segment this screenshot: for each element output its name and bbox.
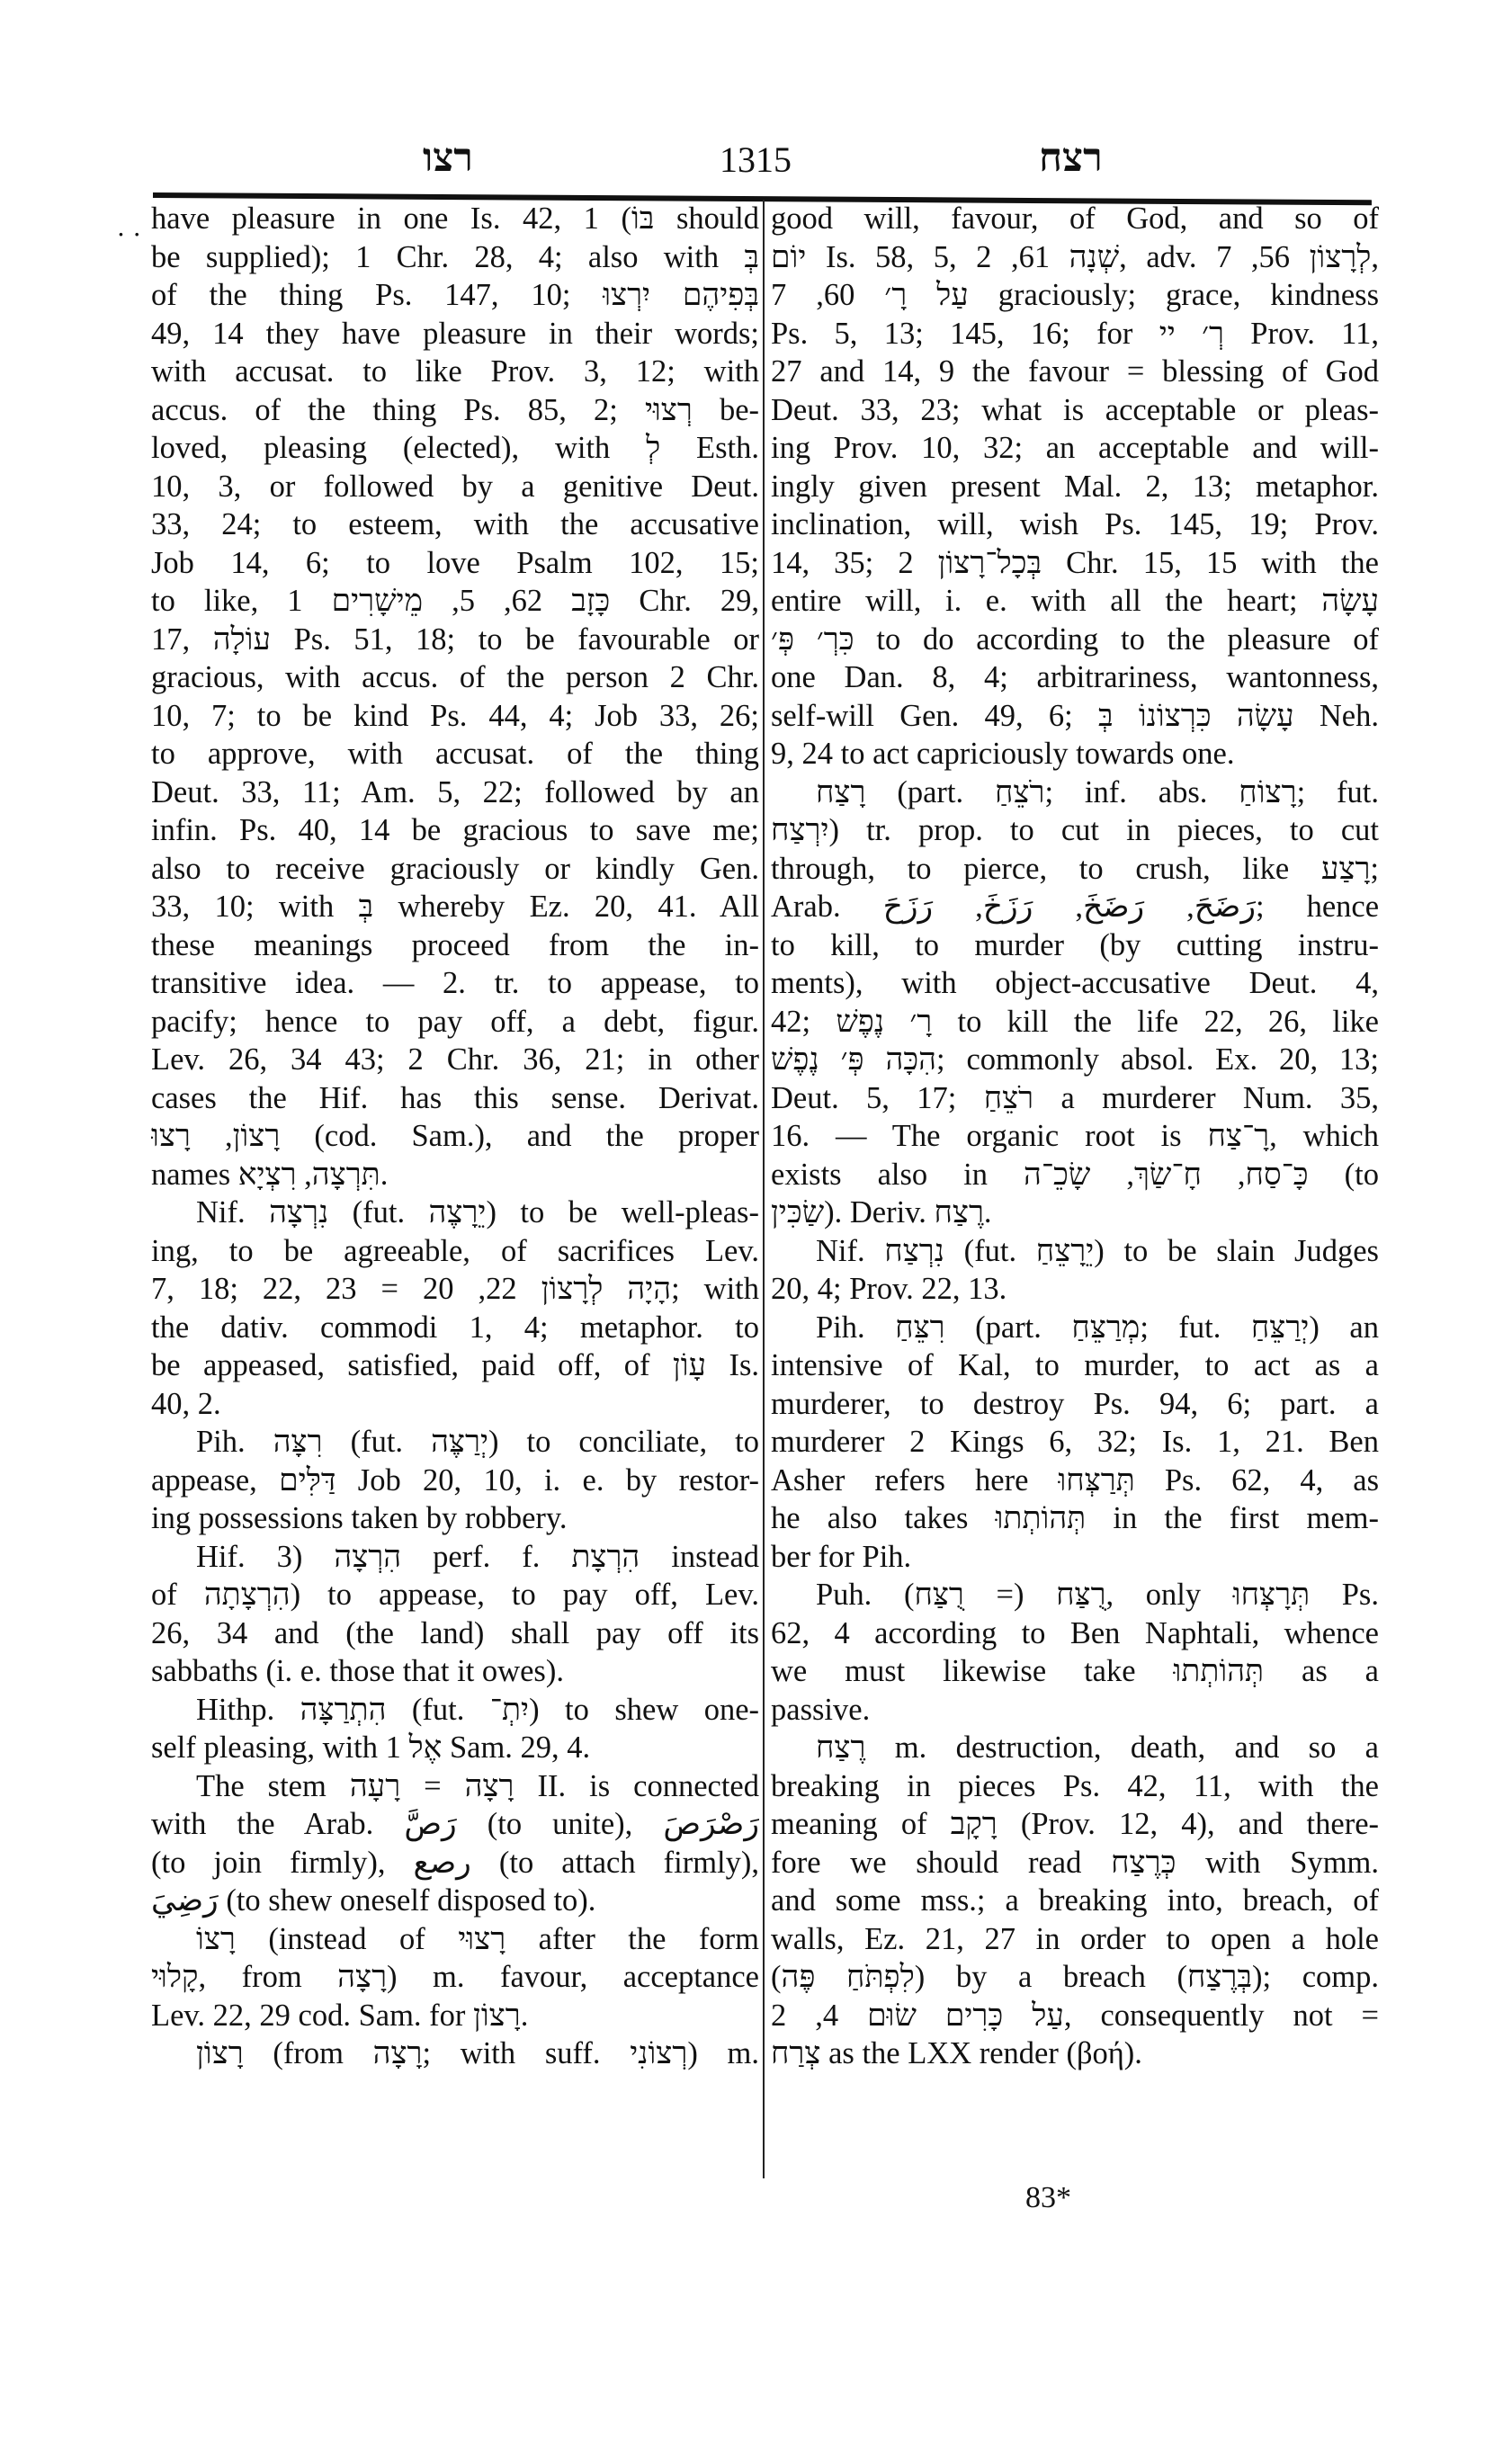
text-line: and some mss.; a breaking into, breach, of: [771, 1883, 1379, 1918]
text-line: transitive idea. — 2. tr. to appease, to: [151, 966, 759, 1000]
text-line: the dativ. commodi 1, 4; metaphor. to: [151, 1310, 759, 1345]
margin-marks: . .: [117, 212, 141, 242]
text-line: 49, 14 they have pleasure in their words;: [151, 316, 759, 351]
text-line: 10, 7; to be kind Ps. 44, 4; Job 33, 26;: [151, 698, 759, 733]
text-line: 42; רָ׳ נֶפֶשׁ to kill the life 22, 26, like: [771, 1004, 1379, 1039]
left-running-headword: רצו: [423, 135, 473, 181]
text-line: Nif. נִרְצַח (fut. יֵרָצֵחַ) to be slain Judges: [816, 1233, 1379, 1268]
text-line: ing Prov. 10, 32; an acceptable and will-: [771, 431, 1379, 465]
text-line: 17, עוֹלָה Ps. 51, 18; to be favourable or: [151, 621, 759, 657]
right-column: [771, 200, 1379, 2073]
text-line: infin. Ps. 40, 14 be gracious to save me;: [151, 813, 759, 847]
text-line: to approve, with accusat. of the thing: [151, 737, 759, 771]
text-line: ing, to be agreeable, of sacrifices Lev.: [151, 1233, 759, 1268]
text-line: Hif. הִרְצָה (3 perf. f. הִרְצָת instead: [196, 1539, 759, 1574]
text-line: have pleasure in one Is. 42, 1 (בּוֹ should: [151, 201, 759, 236]
text-line: עַל רָ׳ 60, 7 graciously; grace, kindness: [771, 278, 1379, 312]
text-line: Puh. רֻצַּח (= רֻצַּח), only תְּרָצְּחוּ Ps.: [816, 1578, 1379, 1612]
text-line: Arab. رَضَحَ, رَضَخَ, رَزَخَ, رَزَحَ; hence: [771, 890, 1379, 924]
text-line: he also takes תְּהוֹתְתוּ in the first mem-: [771, 1501, 1379, 1535]
text-line: with accusat. to like Prov. 3, 12; with: [151, 354, 759, 389]
text-line: 62, 4 according to Ben Naphtali, whence: [771, 1615, 1379, 1650]
left-column: [151, 200, 759, 2073]
text-line: 27 and 14, 9 the favour = blessing of God: [771, 354, 1379, 389]
text-line: רָצוֹן (from רָצָה; with suff. רְצוֹנִי) m.: [196, 2036, 759, 2070]
text-line: Job 14, 6; to love Psalm 102, 15;: [151, 545, 759, 580]
text-line: רָצוֹ (instead of רָצוּי after the form: [196, 1921, 759, 1956]
column-divider: [763, 200, 765, 2178]
text-line: יוֹם Is. 58, 5, שְׁנָה 61, 2, adv. לְרָצוֹן 56, 7,: [771, 239, 1379, 274]
text-line: עַל כָּרִים שׂוּם 4, 2, consequently not =: [771, 1998, 1379, 2033]
text-line: self pleasing, with אֶל 1 Sam. 29, 4.: [151, 1730, 591, 1765]
text-line: inclination, will, wish Ps. 145, 19; Prov.: [771, 507, 1379, 541]
text-line: we must likewise take תְּהוֹתְתוּ as a: [771, 1654, 1379, 1688]
text-line: self-will Gen. 49, 6; עָשָׂה כִּרְצוֹנוֹ בְּ Neh.: [771, 698, 1379, 733]
text-line: رَضِيَ (to shew oneself disposed to).: [151, 1883, 596, 1918]
text-line: 33, 24; to esteem, with the accusative: [151, 507, 759, 541]
right-running-headword: רצח: [1039, 135, 1103, 181]
text-line: pacify; hence to pay off, a debt, figur.: [151, 1004, 759, 1039]
text-line: through, to pierce, to crush, like רָצַע;: [771, 851, 1379, 886]
text-line: ingly given present Mal. 2, 13; metaphor.: [771, 469, 1379, 504]
text-line: רָצוֹן, רָצוּ (cod. Sam.), and the proper: [151, 1119, 759, 1153]
text-line: יִרְצַח) tr. prop. to cut in pieces, to cut: [771, 813, 1379, 847]
page-number: 1315: [720, 139, 792, 180]
text-line: 16. — The organic root is רָ־צַח, which: [771, 1119, 1379, 1153]
text-line: Lev. 26, 34 43; 2 Chr. 36, 21; in other: [151, 1042, 759, 1077]
signature-mark: 83*: [1025, 2181, 1071, 2214]
text-line: also to receive graciously or kindly Gen.: [151, 851, 759, 886]
text-line: 33, 10; with בְּ whereby Ez. 20, 41. All: [151, 890, 759, 924]
text-line: Deut. 33, 11; Am. 5, 22; followed by an: [151, 774, 759, 809]
text-line: 40, 2.: [151, 1386, 221, 1421]
text-line: one Dan. 8, 4; arbitrariness, wantonness,: [771, 660, 1379, 694]
text-line: walls, Ez. 21, 27 in order to open a hole: [771, 1921, 1379, 1956]
text-line: passive.: [771, 1692, 871, 1727]
text-line: entire will, i. e. with all the heart; עָשָׂה: [771, 584, 1379, 618]
text-line: murderer 2 Kings 6, 32; Is. 1, 21. Ben: [771, 1425, 1379, 1459]
text-line: murderer, to destroy Ps. 94, 6; part. a: [771, 1386, 1379, 1421]
text-line: loved, pleasing (elected), with לְ Esth.: [151, 431, 759, 465]
text-line: (לִפְתֹּחַ פֶּה) by a breach (בְּרֶצַח); comp.: [771, 1960, 1379, 1994]
text-line: כִּרְ׳ פְּ׳ to do according to the pleasure of: [771, 621, 1379, 657]
text-line: breaking in pieces Ps. 42, 11, with the: [771, 1768, 1379, 1803]
text-line: of הִרְצָתָה) to appease, to pay off, Lev.: [151, 1578, 759, 1612]
text-line: 7, 18; 22, 23 = הָיָה לְרָצוֹן 22, 20; with: [151, 1272, 759, 1306]
text-line: ments), with object-accusative Deut. 4,: [771, 966, 1379, 1000]
text-line: intensive of Kal, to murder, to act as a: [771, 1348, 1379, 1382]
text-line: Deut. 33, 23; what is acceptable or pleas-: [771, 392, 1379, 427]
text-line: The stem רָצָה = רָעָה II. is connected: [196, 1768, 759, 1803]
text-line: Lev. 22, 29 cod. Sam. for רָצוֹן.: [151, 1998, 529, 2033]
text-line: good will, favour, of God, and so of: [771, 201, 1379, 236]
text-line: 9, 24 to act capriciously towards one.: [771, 737, 1235, 771]
text-line: Pih. רִצֵּחַ (part. מְרַצֵּחַ; fut. יְרַצֵּחַ) an: [816, 1310, 1379, 1345]
text-line: be appeased, satisfied, paid off, of עָוֹן Is.: [151, 1348, 759, 1382]
text-line: names תִּרְצָה, רִצְיָא.: [151, 1157, 389, 1192]
text-line: exists also in כָּ־סַח, חָ־שַׂךְ, שָׂכֵ־ה (to: [771, 1157, 1379, 1192]
text-line: ber for Pih.: [771, 1539, 912, 1574]
text-line: gracious, with accus. of the person 2 Chr.: [151, 660, 759, 694]
text-line: Pih. רִצָּה (fut. יְרַצֶּה) to conciliate, to: [196, 1425, 759, 1459]
text-line: 14, 35; בְּכָל־רָצוֹן 2 Chr. 15, 15 with the: [771, 545, 1379, 580]
text-line: הִכָּה פְּ׳ נֶפֶשׁ; commonly absol. Ex. 20, 13;: [771, 1042, 1379, 1077]
text-line: (to join firmly), رصع (to attach firmly),: [151, 1845, 759, 1880]
text-line: Deut. 5, 17; רֹצֵחַ a murderer Num. 35,: [771, 1080, 1379, 1115]
text-line: Asher refers here תְּרַצְּחוּ Ps. 62, 4, as: [771, 1462, 1379, 1498]
text-line: accus. of the thing Ps. 85, 2; רְצוּי be-: [151, 392, 759, 427]
text-line: Nif. נִרְצָה (fut. יֵרָצֶה) to be well-pleas-: [196, 1195, 759, 1229]
text-line: fore we should read כְּרֶצַח with Symm.: [771, 1845, 1379, 1880]
text-line: Ps. 5, 13; 145, 16; for רְ׳ יי Prov. 11,: [771, 316, 1379, 351]
text-line: to kill, to murder (by cutting instru-: [771, 927, 1379, 962]
text-line: meaning of רָקָב (Prov. 12, 4), and there-: [771, 1807, 1379, 1841]
text-line: Hithp. הִתְרַצָּה (fut. יִתְ־) to shew one-: [196, 1692, 759, 1727]
text-line: these meanings proceed from the in-: [151, 927, 759, 962]
text-line: רֶצַח m. destruction, death, and so a: [816, 1730, 1379, 1765]
text-line: קָלוּי, from רָצָה) m. favour, acceptance: [151, 1960, 759, 1994]
text-line: צְרַח as the LXX render (βοή).: [771, 2036, 1142, 2070]
page-header: [153, 135, 1358, 189]
text-line: שַׂכִּין). Deriv. רֶצַח.: [771, 1195, 992, 1229]
text-line: of the thing Ps. 147, 10; בְּפִיהֶם יִרְצוּ: [151, 278, 759, 312]
text-line: appease, דַּלִּים Job 20, 10, i. e. by restor-: [151, 1462, 759, 1498]
text-line: רָצַח (part. רֹצֵחַ; inf. abs. רָצוֹחַ; fut.: [816, 774, 1379, 809]
text-line: to like, כָּזָב 62, 5, מֵישָׁרִים 1 Chr. 29,: [151, 584, 759, 618]
text-line: ing possessions taken by robbery.: [151, 1501, 568, 1535]
text-line: be supplied); 1 Chr. 28, 4; also with בְּ: [151, 239, 759, 274]
text-line: cases the Hif. has this sense. Derivat.: [151, 1080, 759, 1115]
text-line: 20, 4; Prov. 22, 13.: [771, 1272, 1007, 1306]
text-line: 26, 34 and (the land) shall pay off its: [151, 1615, 759, 1650]
text-line: 10, 3, or followed by a genitive Deut.: [151, 469, 759, 504]
text-line: sabbaths (i. e. those that it owes).: [151, 1654, 564, 1688]
text-line: with the Arab. رَصَّ (to unite), رَصْرَصَ: [151, 1807, 759, 1841]
